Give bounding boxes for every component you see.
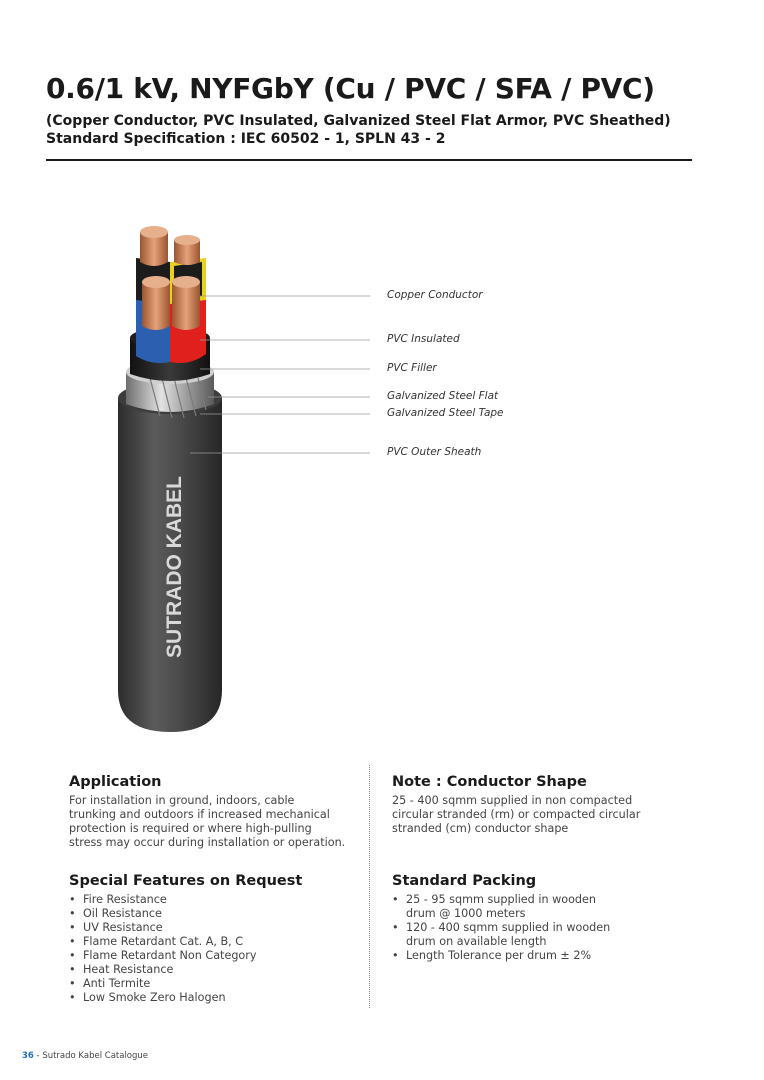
subtitle-standard: Standard Specification : IEC 60502 - 1, SPLN 43 - 2 bbox=[46, 131, 446, 147]
callout-pvc-insulated: PVC Insulated bbox=[387, 333, 460, 345]
application-line: protection is required or where high-pulling bbox=[69, 822, 312, 835]
note-section bbox=[392, 774, 692, 836]
callout-pvc-outer-sheath: PVC Outer Sheath bbox=[387, 446, 482, 458]
standard-packing-heading: Standard Packing bbox=[392, 873, 537, 889]
page-number: 36 bbox=[22, 1051, 34, 1061]
page-title: 0.6/1 kV, NYFGbY (Cu / PVC / SFA / PVC) bbox=[46, 72, 655, 105]
list-item: • Flame Retardant Cat. A, B, C bbox=[69, 935, 369, 949]
callout-galvanized-steel-flat: Galvanized Steel Flat bbox=[387, 390, 499, 402]
list-item: • Anti Termite bbox=[69, 977, 369, 991]
list-item: • Low Smoke Zero Halogen bbox=[69, 991, 369, 1005]
list-item: • Oil Resistance bbox=[69, 907, 369, 921]
note-line: 25 - 400 sqmm supplied in non compacted bbox=[392, 794, 633, 807]
list-item: • Flame Retardant Non Category bbox=[69, 949, 369, 963]
note-line: circular stranded (rm) or compacted circular bbox=[392, 808, 641, 821]
list-item-line: • Length Tolerance per drum ± 2% bbox=[406, 949, 592, 962]
special-features-list bbox=[69, 893, 369, 1005]
cable-brand-print: SUTRADO KABEL bbox=[163, 476, 186, 658]
list-item bbox=[392, 893, 692, 921]
list-item-line: drum on available length bbox=[406, 935, 547, 948]
application-line: stress may occur during installation or operation. bbox=[69, 836, 346, 849]
application-section bbox=[69, 774, 369, 850]
standard-packing-list bbox=[392, 893, 692, 963]
subtitle-description: (Copper Conductor, PVC Insulated, Galvanized Steel Flat Armor, PVC Sheathed) bbox=[46, 113, 671, 129]
special-features-section bbox=[69, 873, 369, 1005]
special-features-heading: Special Features on Request bbox=[69, 873, 303, 889]
list-item: • Heat Resistance bbox=[69, 963, 369, 977]
list-item-line: • 25 - 95 sqmm supplied in wooden bbox=[406, 893, 597, 906]
list-item bbox=[392, 921, 692, 949]
page-footer bbox=[22, 1051, 148, 1061]
list-item-line: drum @ 1000 meters bbox=[406, 907, 526, 920]
list-item-line: • 120 - 400 sqmm supplied in wooden bbox=[406, 921, 611, 934]
application-line: trunking and outdoors if increased mechanical bbox=[69, 808, 330, 821]
callout-copper-conductor: Copper Conductor bbox=[387, 289, 483, 301]
callout-galvanized-steel-tape: Galvanized Steel Tape bbox=[387, 407, 504, 419]
footer-text: - Sutrado Kabel Catalogue bbox=[33, 1051, 149, 1061]
list-item: • Fire Resistance bbox=[69, 893, 369, 907]
standard-packing-section bbox=[392, 873, 692, 963]
list-item: • UV Resistance bbox=[69, 921, 369, 935]
note-line: stranded (cm) conductor shape bbox=[392, 822, 569, 835]
application-line: For installation in ground, indoors, cable bbox=[69, 794, 295, 807]
application-heading: Application bbox=[69, 774, 162, 790]
column-divider bbox=[369, 765, 370, 1008]
callout-pvc-filler: PVC Filler bbox=[387, 362, 437, 374]
list-item bbox=[392, 949, 692, 963]
note-heading: Note : Conductor Shape bbox=[392, 774, 587, 790]
